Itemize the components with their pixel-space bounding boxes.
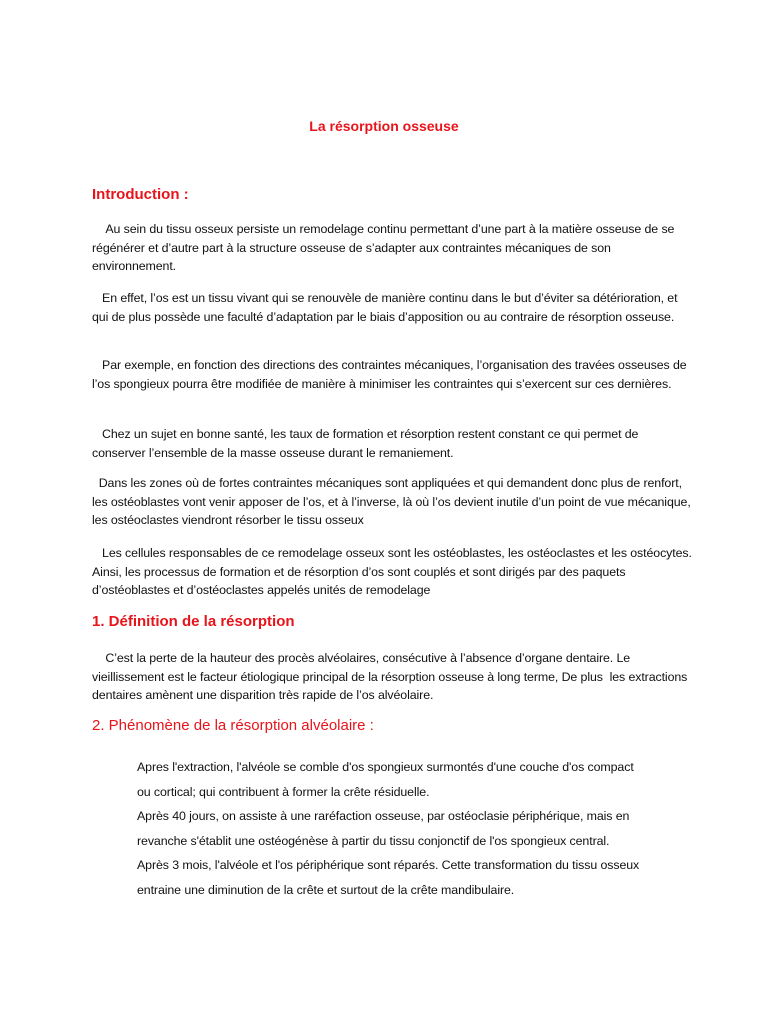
section-2-line: entraine une diminution de la crête et surtout de la crête mandibulaire. [137, 882, 515, 897]
intro-paragraph-2: En effet, l’os est un tissu vivant qui se renouvèle de manière continu dans le but d’éviter sa détérioration, et qui de plus possède une faculté d’adaptation par le biais d’apposition ou au contraire de résorption osseuse. [92, 291, 681, 324]
section-2-line: ou cortical; qui contribuent à former la crête résiduelle. [137, 784, 430, 799]
section-1-paragraph: C’est la perte de la hauteur des procès alvéolaires, consécutive à l’absence d’organe dentaire. Le vieillissement est le facteur étiologique principal de la résorption osseuse à long terme, De plus les extractions dentaires amènent une disparition très rapide de l’os alvéolaire. [92, 651, 691, 702]
section-2-line: Apres l'extraction, l'alvéole se comble d'os spongieux surmontés d'une couche d'os compact [137, 760, 634, 774]
section-2-line: Après 3 mois, l'alvéole et l'os périphérique sont réparés. Cette transformation du tissu osseux [137, 858, 640, 872]
intro-paragraph-4: Chez un sujet en bonne santé, les taux de formation et résorption restent constant ce qui permet de conserver l’ensemble de la masse osseuse durant le remaniement. [92, 427, 642, 460]
intro-paragraph-3: Par exemple, en fonction des directions des contraintes mécaniques, l’organisation des travées osseuses de l’os spongieux pourra être modifiée de manière à minimiser les contraintes qui s’exercent sur ces dernières. [92, 358, 690, 391]
intro-paragraph-5: Dans les zones où de fortes contraintes mécaniques sont appliquées et qui demandent donc plus de renfort, les ostéoblastes vont venir apposer de l’os, et à l’inverse, là où l’os devient inutile d’un point de vue mécanique, les ostéoclastes viendront résorber le tissu osseux [92, 476, 695, 527]
introduction-heading: Introduction : [92, 186, 189, 203]
section-2-heading: 2. Phénomène de la résorption alvéolaire : [92, 717, 374, 734]
intro-paragraph-6: Les cellules responsables de ce remodelage osseux sont les ostéoblastes, les ostéoclastes et les ostéocytes. Ainsi, les processus de formation et de résorption d’os sont couplés et sont dirigés par des paquets d’ostéoblastes et d’ostéoclastes appelés unités de remodelage [92, 546, 695, 597]
section-2-body [137, 755, 697, 902]
section-2-line: revanche s'établit une ostéogénèse à partir du tissu conjonctif de l'os spongieux central. [137, 833, 610, 848]
intro-paragraph-1: Au sein du tissu osseux persiste un remodelage continu permettant d’une part à la matière osseuse de se régénérer et d’autre part à la structure osseuse de s’adapter aux contraintes mécaniques de son environnement. [92, 222, 678, 273]
section-1-heading: 1. Définition de la résorption [92, 613, 295, 630]
document-title: La résorption osseuse [309, 118, 459, 134]
section-2-line: Après 40 jours, on assiste à une raréfaction osseuse, par ostéoclasie périphérique, mais en [137, 809, 630, 823]
